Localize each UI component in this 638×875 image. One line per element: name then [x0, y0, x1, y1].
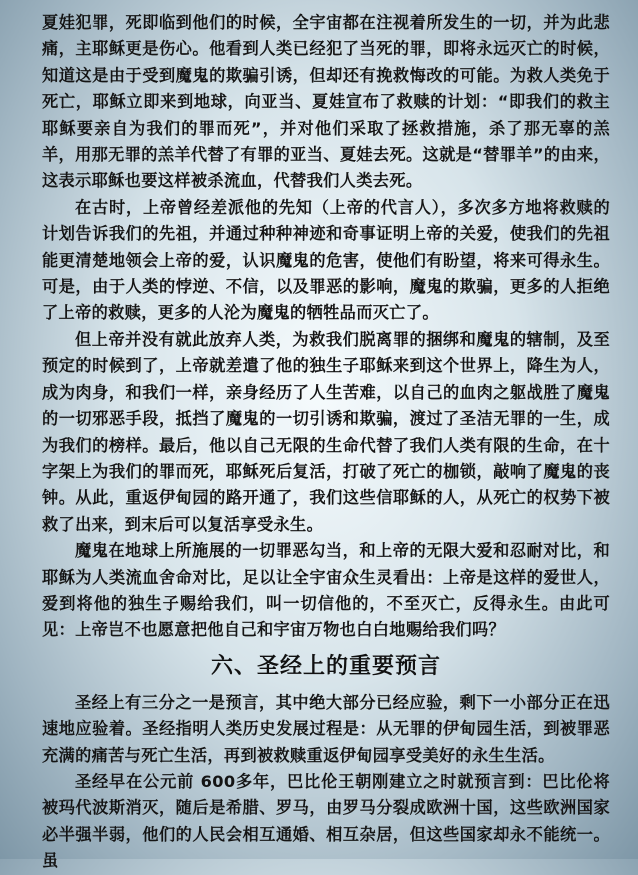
paragraph: 但上帝并没有就此放弃人类，为救我们脱离罪的捆绑和魔鬼的辖制，及至预定的时候到了，上帝就差遣了他的独生子耶稣来到这个世界上，降生为人，成为肉身，和我们一样，亲身经历了人生苦难，以自己的血肉之躯战胜了魔鬼的一切邪恶手段，抵挡了魔鬼的一切引诱和欺骗，渡过了圣洁无罪的一生，成为我们的榜样。最后，他以自己无限的生命代替了我们人类有限的生命，在十字架上为我们的罪而死，耶稣死后复活，打破了死亡的枷锁，敲响了魔鬼的丧钟。从此，重返伊甸园的路开通了，我们这些信耶稣的人，从死亡的权势下被救了出来，到末后可以复活享受永生。 — [42, 329, 610, 534]
paragraph: 魔鬼在地球上所施展的一切罪恶勾当，和上帝的无限大爱和忍耐对比，和耶稣为人类流血舍命对比，足以让全宇宙众生灵看出：上帝是这样的爱世人，爱到将他的独生子赐给我们，叫一切信他的，不至灭亡，反得永生。由此可见：上帝岂不也愿意把他自己和宇宙万物也白白地赐给我们吗？ — [42, 541, 610, 640]
paragraph: 圣经上有三分之一是预言，其中绝大部分已经应验，剩下一小部分正在迅速地应验着。圣经指明人类历史发展过程是：从无罪的伊甸园生活，到被罪恶充满的痛苦与死亡生活，再到被救赎重返伊甸园享受美好的永生生活。 — [42, 692, 610, 765]
paragraph: 圣经早在公元前 600多年，巴比伦王朝刚建立之时就预言到：巴比伦将被玛代波斯消灭，随后是希腊、罗马，由罗马分裂成欧洲十国，这些欧洲国家必半强半弱，他们的人民会相互通婚、相互杂居，但这些国家却永不能统一。虽 — [42, 771, 610, 871]
section-heading: 六、圣经上的重要预言 — [210, 652, 441, 679]
paragraph: 夏娃犯罪，死即临到他们的时候，全宇宙都在注视着所发生的一切，并为此悲痛，主耶稣更是伤心。他看到人类已经犯了当死的罪，即将永远灭亡的时候，知道这是由于受到魔鬼的欺骗引诱，但却还有挽救悔改的可能。为救人类免于死亡，耶稣立即来到地球，向亚当、夏娃宣布了救赎的计划：“即我们的救主耶稣要亲自为我们的罪而死”，并对他们采取了拯救措施，杀了那无辜的羔羊，用那无罪的羔羊代替了有罪的亚当、夏娃去死。这就是“替罪羊”的由来，这表示耶稣也要这样被杀流血，代替我们人类去死。 — [42, 13, 610, 191]
paragraph: 在古时，上帝曾经差派他的先知（上帝的代言人），多次多方地将救赎的计划告诉我们的先祖，并通过种种神迹和奇事证明上帝的关爱，使我们的先祖能更清楚地领会上帝的爱，认识魔鬼的危害，使他们有盼望，将来可得永生。可是，由于人类的悖逆、不信，以及罪恶的影响，魔鬼的欺骗，更多的人拒绝了上帝的救赎，更多的人沦为魔鬼的牺牲品而灭亡了。 — [42, 197, 610, 323]
